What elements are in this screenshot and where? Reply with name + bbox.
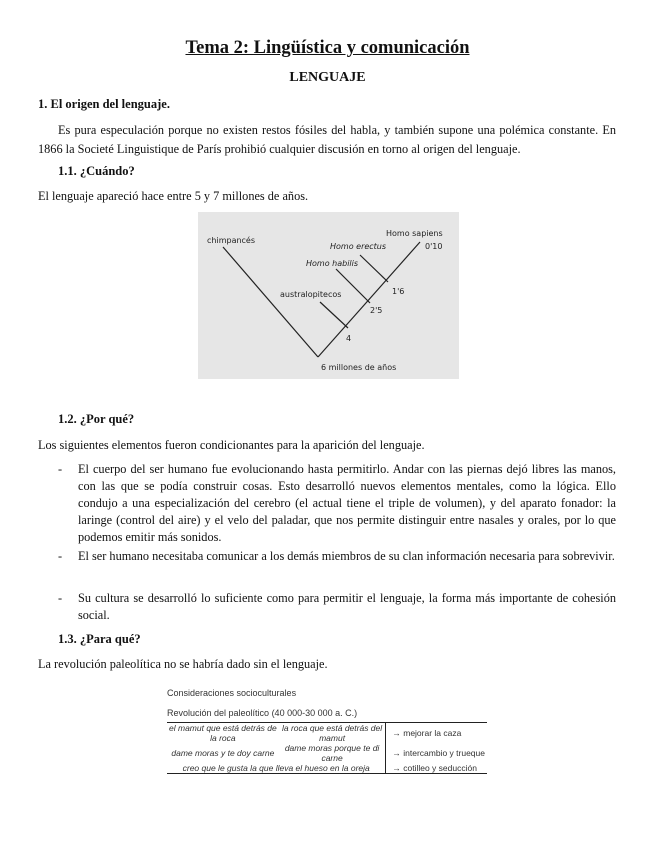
evolution-tree-figure (198, 212, 459, 379)
table-cell: la roca que está detrás del mamut (281, 723, 383, 743)
table-cell: dame moras porque te di carne (284, 743, 380, 763)
paragraph-origin: Es pura especulación porque no existen restos fósiles del habla, y también supone una polémica constante. En 1866 la Societé Linguistique de París prohibió cualquier discusión en torno al origen del lenguaje. (38, 123, 616, 156)
label-austral: australopitecos (280, 290, 342, 299)
label-chimp: chimpancés (207, 236, 256, 245)
paragraph-when: El lenguaje apareció hace entre 5 y 7 millones de años. (38, 189, 309, 203)
table-row (167, 763, 487, 774)
table-caption: Consideraciones socioculturales (167, 688, 297, 698)
table-row (167, 723, 487, 744)
document-subtitle: LENGUAJE (289, 70, 366, 85)
label-age-4: 4 (346, 334, 352, 343)
section-heading-origin: 1. El origen del lenguaje. (38, 97, 170, 111)
section-heading-why: 1.2. ¿Por qué? (58, 412, 135, 426)
label-erectus: Homo erectus (330, 242, 387, 251)
bullet-text: Su cultura se desarrolló lo suficiente como para permitir el lenguaje, la forma más importante de cohesión social. (78, 591, 616, 622)
label-age-16: 1'6 (392, 287, 405, 296)
table-cell-result: → intercambio y trueque (386, 743, 487, 763)
bullet-item: - Su cultura se desarrolló lo suficiente como para permitir el lenguaje, la forma más importante de cohesión social. (58, 591, 616, 622)
table-row (167, 743, 487, 763)
bullet-text: El ser humano necesitaba comunicar a los demás miembros de su clan información necesaria para sobrevivir. (78, 549, 615, 563)
label-habilis: Homo habilis (306, 259, 359, 268)
section-heading-what-for: 1.3. ¿Para qué? (58, 632, 141, 646)
branch-chimp (223, 247, 318, 357)
table-subcaption: Revolución del paleolítico (40 000-30 000 a. C.) (167, 708, 358, 718)
label-age-25: 2'5 (370, 306, 383, 315)
table-cell: creo que le gusta la que lleva el hueso en la oreja (182, 763, 370, 773)
table-cell: el mamut que está detrás de la roca (169, 723, 277, 743)
section-heading-when: 1.1. ¿Cuándo? (58, 164, 135, 178)
branch-erectus (360, 255, 388, 282)
paleolithic-table (167, 688, 487, 774)
paragraph-why: Los siguientes elementos fueron condicionantes para la aparición del lenguaje. (38, 438, 425, 452)
document-title: Tema 2: Lingüística y comunicación (185, 38, 470, 58)
table-cell-result: → mejorar la caza (386, 723, 487, 744)
paragraph-what-for: La revolución paleolítica no se habría dado sin el lenguaje. (38, 657, 328, 671)
label-sapiens: Homo sapiens (386, 229, 443, 238)
table-cell: dame moras y te doy carne (171, 748, 275, 758)
label-sapiens-age: 0'10 (425, 242, 443, 251)
label-root: 6 millones de años (321, 363, 397, 372)
branch-austral (320, 302, 348, 328)
bullet-text: El cuerpo del ser humano fue evolucionando hasta permitirlo. Andar con las piernas dejó libres las manos, con las que se podía construir cosas. Esto desarrolló nuevos elementos mentales, como la lógica. Ello condujo a una especialización del cerebro (el actual tiene el triple de volumen), y del aparato fonador: la laringe (control del aire) y el velo del paladar, que nos permite distinguir entre nasales y orales, por lo que podemos emitir más sonidos. (78, 462, 616, 544)
bullet-item: - El cuerpo del ser humano fue evolucionando hasta permitirlo. Andar con las piernas dejó libres las manos, con las que se podía construir cosas. Esto desarrolló nuevos elementos mentales, como la lógica. Ello condujo a una especialización del cerebro (el actual tiene el triple de volumen), y del aparato fonador: la laringe (control del aire) y el velo del paladar, que nos permite distinguir entre nasales y orales, por lo que podemos emitir más sonidos. (58, 462, 616, 544)
bullet-item: - El ser humano necesitaba comunicar a los demás miembros de su clan información necesaria para sobrevivir. (58, 549, 615, 563)
table-cell-result: → cotilleo y seducción (386, 763, 487, 774)
